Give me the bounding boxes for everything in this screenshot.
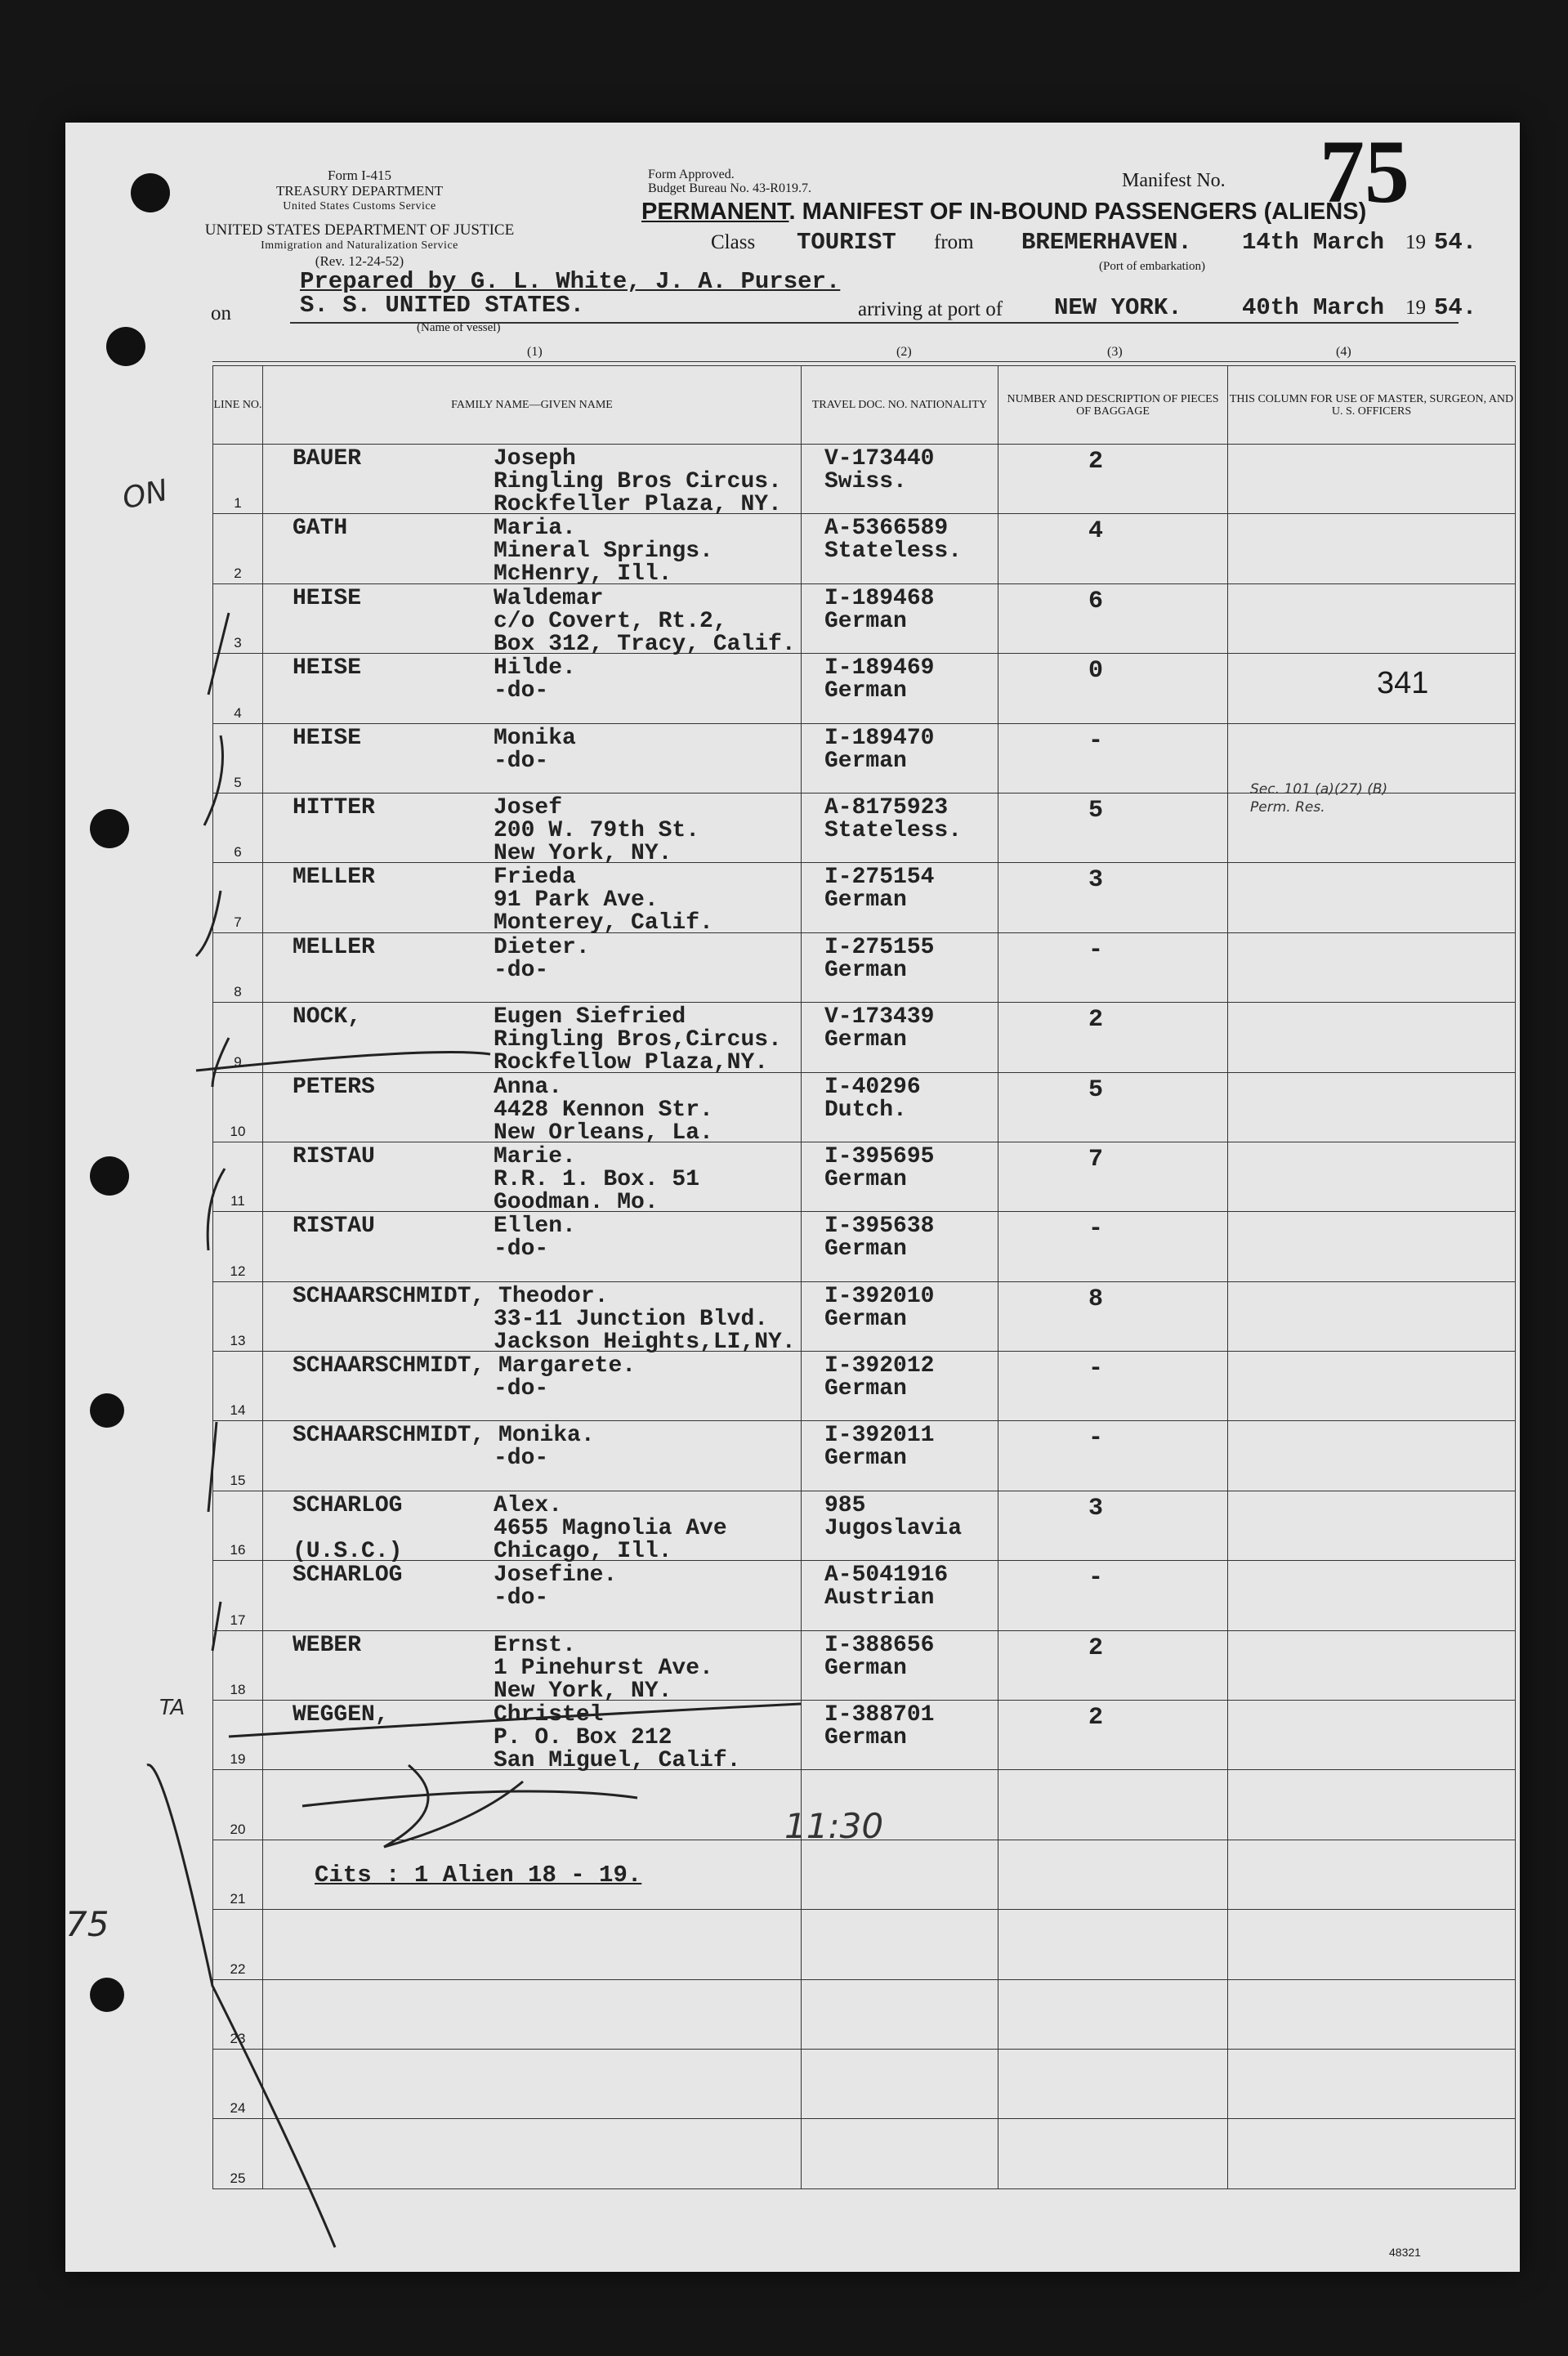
class-value: TOURIST	[797, 229, 896, 256]
ins-label: Immigration and Naturalization Service	[261, 239, 458, 252]
vessel-caption: (Name of vessel)	[417, 321, 501, 334]
given-name-address: Maria. Mineral Springs. McHenry, Ill.	[494, 516, 713, 588]
line-number: 8	[234, 984, 242, 1000]
arriving-label: arriving at port of	[858, 298, 1003, 320]
family-name: HEISE	[293, 725, 362, 751]
form-number: Form I-415	[328, 168, 391, 183]
travel-doc: I-189468 German	[824, 585, 935, 634]
family-name: WEGGEN,	[293, 1702, 389, 1728]
given-name-address: 33-11 Junction Blvd. Jackson Heights,LI,NY.	[494, 1306, 796, 1355]
col-num-2: (2)	[896, 345, 912, 359]
pen-marks	[65, 123, 1520, 2272]
given-name-address: Frieda 91 Park Ave. Monterey, Calif.	[494, 865, 713, 937]
travel-doc: I-395638 German	[824, 1214, 935, 1263]
margin-75-note: 75	[65, 1904, 109, 1944]
line-number: 14	[230, 1402, 246, 1419]
travel-doc: I-395695 German	[824, 1143, 935, 1192]
baggage-count: -	[1088, 936, 1104, 964]
line-number: 16	[230, 1542, 246, 1558]
vessel-name: S. S. UNITED STATES.	[300, 292, 585, 319]
summary-line: Cits : 1 Alien 18 - 19.	[315, 1862, 642, 1889]
binder-hole	[90, 1156, 129, 1196]
baggage-count: 3	[1088, 1494, 1104, 1522]
manifest-page	[65, 123, 1520, 2272]
given-name-address: Marie. R.R. 1. Box. 51 Goodman. Mo.	[494, 1143, 700, 1215]
arrival-year: 54.	[1434, 294, 1477, 321]
given-name-address: Hilde. -do-	[494, 655, 576, 704]
travel-doc: I-392012 German	[824, 1353, 935, 1402]
baggage-count: 7	[1088, 1145, 1104, 1174]
family-name: GATH	[293, 516, 348, 542]
given-name-address: Joseph Ringling Bros Circus. Rockfeller Plaza, NY.	[494, 446, 782, 517]
line-number: 18	[230, 1682, 246, 1698]
baggage-count: -	[1088, 1215, 1104, 1244]
travel-doc: I-388656 German	[824, 1632, 935, 1681]
given-name-address: -do-	[494, 1446, 549, 1472]
from-label: from	[934, 231, 974, 253]
line-number: 21	[230, 1891, 246, 1907]
family-name: MELLER	[293, 934, 375, 960]
manifest-no-label: Manifest No.	[1122, 170, 1226, 191]
budget-bureau: Budget Bureau No. 43-R019.7.	[648, 181, 811, 195]
binder-hole	[90, 1978, 124, 2012]
family-name: RISTAU	[293, 1143, 375, 1169]
baggage-count: 2	[1088, 1006, 1104, 1035]
header-name: FAMILY NAME—GIVEN NAME	[263, 366, 802, 445]
arrival-port: NEW YORK.	[1054, 294, 1182, 321]
line-number: 7	[234, 914, 242, 930]
baggage-count: 3	[1088, 866, 1104, 895]
line-number: 20	[230, 1821, 246, 1837]
baggage-count: 2	[1088, 1704, 1104, 1732]
line-number: 3	[234, 635, 242, 651]
line-number: 6	[234, 844, 242, 861]
travel-doc: I-392010 German	[824, 1283, 935, 1332]
given-name-address: Josef 200 W. 79th St. New York, NY.	[494, 794, 700, 866]
header-doc: TRAVEL DOC. NO. NATIONALITY	[802, 366, 998, 445]
baggage-count: 2	[1088, 1634, 1104, 1662]
binder-hole	[90, 1393, 124, 1428]
baggage-count: 6	[1088, 587, 1104, 615]
line-number: 22	[230, 1960, 246, 1977]
travel-doc: I-275155 German	[824, 934, 935, 983]
line-number: 2	[234, 565, 242, 581]
line-number: 19	[230, 1751, 246, 1768]
embark-year-prefix: 19	[1405, 231, 1426, 253]
travel-doc: I-189470 German	[824, 725, 935, 774]
signature-stroke	[302, 1791, 637, 1806]
baggage-count: -	[1088, 726, 1104, 755]
line-number: 17	[230, 1612, 246, 1628]
binder-hole	[131, 173, 170, 212]
baggage-count: -	[1088, 1564, 1104, 1593]
line-number: 5	[234, 774, 242, 790]
family-name: SCHARLOG	[293, 1562, 403, 1589]
signature-loop	[384, 1765, 523, 1847]
baggage-count: 0	[1088, 657, 1104, 686]
line-number: 10	[230, 1123, 246, 1139]
form-approved: Form Approved.	[648, 168, 735, 181]
col-num-1: (1)	[527, 345, 543, 359]
family-name: BAUER	[293, 446, 362, 472]
baggage-count: -	[1088, 1424, 1104, 1453]
margin-on-note: ON	[119, 473, 171, 516]
baggage-count: 2	[1088, 448, 1104, 476]
line-number: 11	[230, 1193, 245, 1209]
family-name: SCHARLOG (U.S.C.)	[293, 1492, 403, 1564]
time-note: 11:30	[784, 1806, 884, 1846]
treasury-dept: TREASURY DEPARTMENT	[275, 183, 444, 199]
baggage-count: 5	[1088, 1075, 1104, 1104]
travel-doc: V-173440 Swiss.	[824, 446, 935, 494]
line-number: 12	[230, 1263, 246, 1279]
binder-hole	[90, 809, 129, 848]
travel-doc: A-5366589 Stateless.	[824, 516, 963, 565]
header-line-no: LINE NO.	[213, 366, 263, 445]
line-number: 25	[230, 2170, 246, 2186]
class-label: Class	[711, 231, 756, 253]
closing-stroke	[229, 1704, 801, 1737]
baggage-count: -	[1088, 1355, 1104, 1384]
family-name: HITTER	[293, 794, 375, 820]
travel-doc: I-388701 German	[824, 1702, 935, 1751]
family-name: SCHAARSCHMIDT, Theodor.	[293, 1283, 609, 1309]
travel-doc: I-275154 German	[824, 865, 935, 914]
col-num-3: (3)	[1107, 345, 1123, 359]
manifest-number: 75	[1320, 123, 1409, 221]
given-name-address: Eugen Siefried Ringling Bros,Circus. Rockfellow Plaza,NY.	[494, 1004, 782, 1076]
line-number: 4	[234, 704, 242, 721]
embark-date: 14th March	[1242, 229, 1385, 256]
binder-hole	[106, 327, 145, 366]
officer-number: 341	[1377, 666, 1429, 700]
family-name: NOCK,	[293, 1004, 362, 1030]
prepared-by: Prepared by G. L. White, J. A. Purser.	[300, 268, 841, 295]
line-number: 1	[234, 495, 242, 512]
line-number: 15	[230, 1472, 246, 1488]
given-name-address: Dieter. -do-	[494, 934, 590, 983]
permanent-label: PERMANENT	[641, 199, 789, 225]
given-name-address: Alex. 4655 Magnolia Ave Chicago, Ill.	[494, 1492, 727, 1564]
family-name: RISTAU	[293, 1214, 375, 1240]
line-number: 23	[230, 2030, 246, 2046]
family-name: HEISE	[293, 655, 362, 682]
line-number: 13	[230, 1333, 246, 1349]
given-name-address: Ernst. 1 Pinehurst Ave. New York, NY.	[494, 1632, 713, 1704]
customs-service: United States Customs Service	[283, 200, 436, 212]
given-name-address: Christel P. O. Box 212 San Miguel, Calif.	[494, 1702, 741, 1774]
baggage-count: 8	[1088, 1285, 1104, 1313]
diagonal-pen-line	[147, 1765, 335, 2247]
col-num-4: (4)	[1336, 345, 1351, 359]
travel-doc: I-40296 Dutch.	[824, 1074, 921, 1123]
title-text: . MANIFEST OF IN-BOUND PASSENGERS (ALIENS)	[788, 199, 1367, 225]
given-name-address: -do-	[494, 1376, 549, 1402]
family-name: SCHAARSCHMIDT, Margarete.	[293, 1353, 637, 1379]
embark-year: 54.	[1434, 229, 1477, 256]
revision-label: (Rev. 12-24-52)	[315, 253, 404, 269]
embark-caption: (Port of embarkation)	[1099, 260, 1205, 273]
family-name: PETERS	[293, 1074, 375, 1100]
on-label: on	[211, 302, 231, 324]
travel-doc: V-173439 German	[824, 1004, 935, 1053]
header-baggage: NUMBER AND DESCRIPTION OF PIECES OF BAGGAGE	[998, 366, 1228, 445]
footer-code: 48321	[1389, 2246, 1421, 2259]
given-name-address: Anna. 4428 Kennon Str. New Orleans, La.	[494, 1074, 713, 1146]
baggage-count: 4	[1088, 517, 1104, 546]
embark-port: BREMERHAVEN.	[1021, 229, 1192, 256]
justice-dept: UNITED STATES DEPARTMENT OF JUSTICE	[204, 221, 515, 239]
travel-doc: A-8175923 Stateless.	[824, 794, 963, 843]
travel-doc: I-392011 German	[824, 1423, 935, 1472]
row-strike	[196, 1053, 490, 1071]
line-number: 24	[230, 2100, 246, 2117]
family-name: SCHAARSCHMIDT, Monika.	[293, 1423, 595, 1449]
line-number: 9	[234, 1053, 242, 1070]
margin-ta-note: TA	[159, 1696, 185, 1720]
family-name: HEISE	[293, 585, 362, 611]
given-name-address: Josefine. -do-	[494, 1562, 618, 1612]
travel-doc: I-189469 German	[824, 655, 935, 704]
arrival-year-prefix: 19	[1405, 297, 1426, 319]
given-name-address: Waldemar c/o Covert, Rt.2, Box 312, Tracy, Calif.	[494, 585, 796, 657]
hitter-note: Sec. 101 (a)(27) (B) Perm. Res.	[1250, 781, 1388, 816]
family-name: WEBER	[293, 1632, 362, 1658]
baggage-count: 5	[1088, 796, 1104, 825]
header-officer-use: THIS COLUMN FOR USE OF MASTER, SURGEON, AND U. S. OFFICERS	[1228, 366, 1516, 445]
family-name: MELLER	[293, 865, 375, 891]
arrival-date: 40th March	[1242, 294, 1385, 321]
given-name-address: Ellen. -do-	[494, 1214, 576, 1263]
given-name-address: Monika -do-	[494, 725, 576, 774]
travel-doc: A-5041916 Austrian	[824, 1562, 949, 1612]
travel-doc: 985 Jugoslavia	[824, 1492, 963, 1541]
